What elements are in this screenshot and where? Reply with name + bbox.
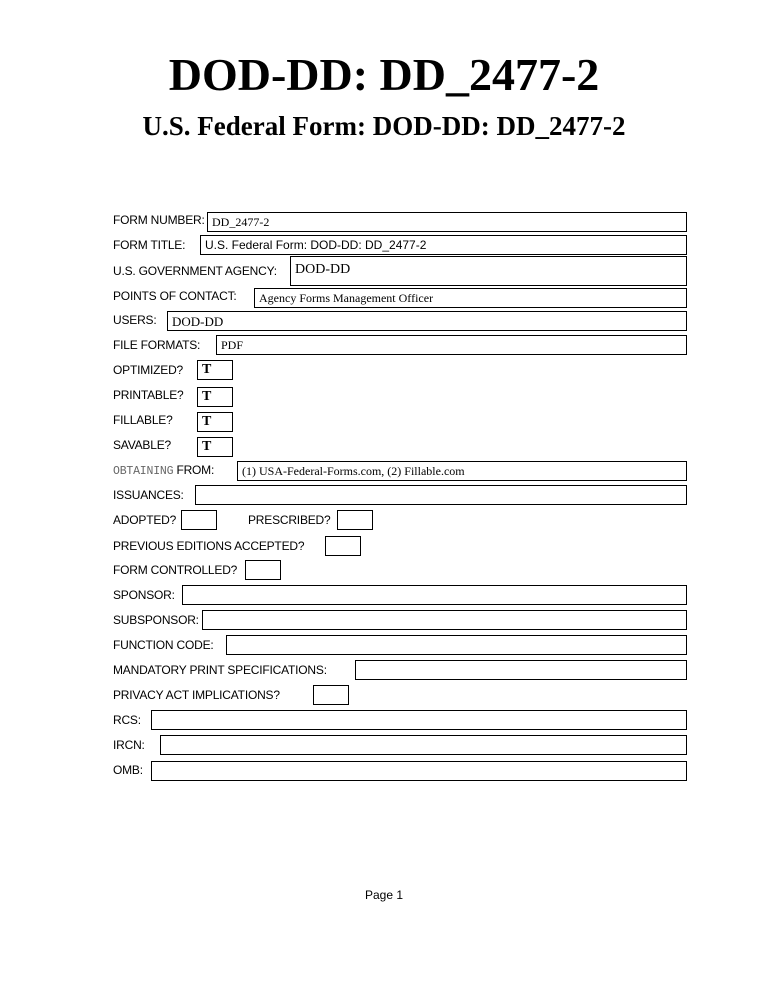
form-number-value: DD_2477-2 [212,215,270,229]
obtaining-label-prefix: OBTAINING [113,465,174,478]
page-number: Page 1 [364,888,404,902]
users-value: DOD-DD [172,314,224,329]
page-title: DOD-DD: DD_2477-2 [168,49,600,100]
savable-label: SAVABLE? [113,438,171,452]
rcs-field[interactable] [151,710,687,730]
obtaining-field[interactable] [237,461,687,481]
form-controlled-label: FORM CONTROLLED? [113,563,238,577]
previous-editions-label: PREVIOUS EDITIONS ACCEPTED? [113,539,305,553]
users-label: USERS: [113,313,157,327]
savable-value: T [202,439,212,454]
form-title-label: FORM TITLE: [113,238,186,252]
print-specs-label: MANDATORY PRINT SPECIFICATIONS: [113,663,327,677]
fillable-label: FILLABLE? [113,413,173,427]
adopted-field[interactable] [181,510,217,530]
users-field[interactable] [167,311,687,331]
issuances-label: ISSUANCES: [113,488,184,502]
sponsor-field[interactable] [182,585,687,605]
prescribed-label: PRESCRIBED? [248,513,331,527]
form-title-field[interactable] [200,235,687,255]
contact-label: POINTS OF CONTACT: [113,289,237,303]
issuances-field[interactable] [195,485,687,505]
subsponsor-field[interactable] [202,610,687,630]
obtaining-value: (1) USA-Federal-Forms.com, (2) Fillable.com [242,464,465,478]
privacy-act-field[interactable] [313,685,349,705]
previous-editions-field[interactable] [325,536,361,556]
optimized-value: T [202,362,212,377]
omb-field[interactable] [151,761,687,781]
function-code-label: FUNCTION CODE: [113,638,214,652]
file-formats-value: PDF [221,338,244,352]
function-code-field[interactable] [226,635,687,655]
ircn-label: IRCN: [113,738,145,752]
form-number-label: FORM NUMBER: [113,213,205,227]
privacy-act-label: PRIVACY ACT IMPLICATIONS? [113,688,280,702]
obtaining-label [113,463,214,479]
printable-label: PRINTABLE? [113,388,184,402]
page-subtitle: U.S. Federal Form: DOD-DD: DD_2477-2 [142,111,626,141]
subsponsor-label: SUBSPONSOR: [113,613,199,627]
optimized-label: OPTIMIZED? [113,363,184,377]
agency-field[interactable] [290,256,687,286]
file-formats-label: FILE FORMATS: [113,338,201,352]
print-specs-field[interactable] [355,660,687,680]
agency-label: U.S. GOVERNMENT AGENCY: [113,264,277,278]
contact-value: Agency Forms Management Officer [259,291,434,305]
optimized-field[interactable] [197,360,233,380]
contact-field[interactable] [254,288,687,308]
savable-field[interactable] [197,437,233,457]
file-formats-field[interactable] [216,335,687,355]
obtaining-label-suffix: FROM: [173,463,215,477]
agency-value: DOD-DD [295,262,351,277]
form-number-field[interactable] [207,212,687,232]
rcs-label: RCS: [113,713,141,727]
adopted-label: ADOPTED? [113,513,177,527]
prescribed-field[interactable] [337,510,373,530]
form-controlled-field[interactable] [245,560,281,580]
printable-value: T [202,389,212,404]
fillable-value: T [202,414,212,429]
ircn-field[interactable] [160,735,687,755]
sponsor-label: SPONSOR: [113,588,175,602]
form-title-value: U.S. Federal Form: DOD-DD: DD_2477-2 [205,238,427,252]
printable-field[interactable] [197,387,233,407]
omb-label: OMB: [113,763,143,777]
fillable-field[interactable] [197,412,233,432]
